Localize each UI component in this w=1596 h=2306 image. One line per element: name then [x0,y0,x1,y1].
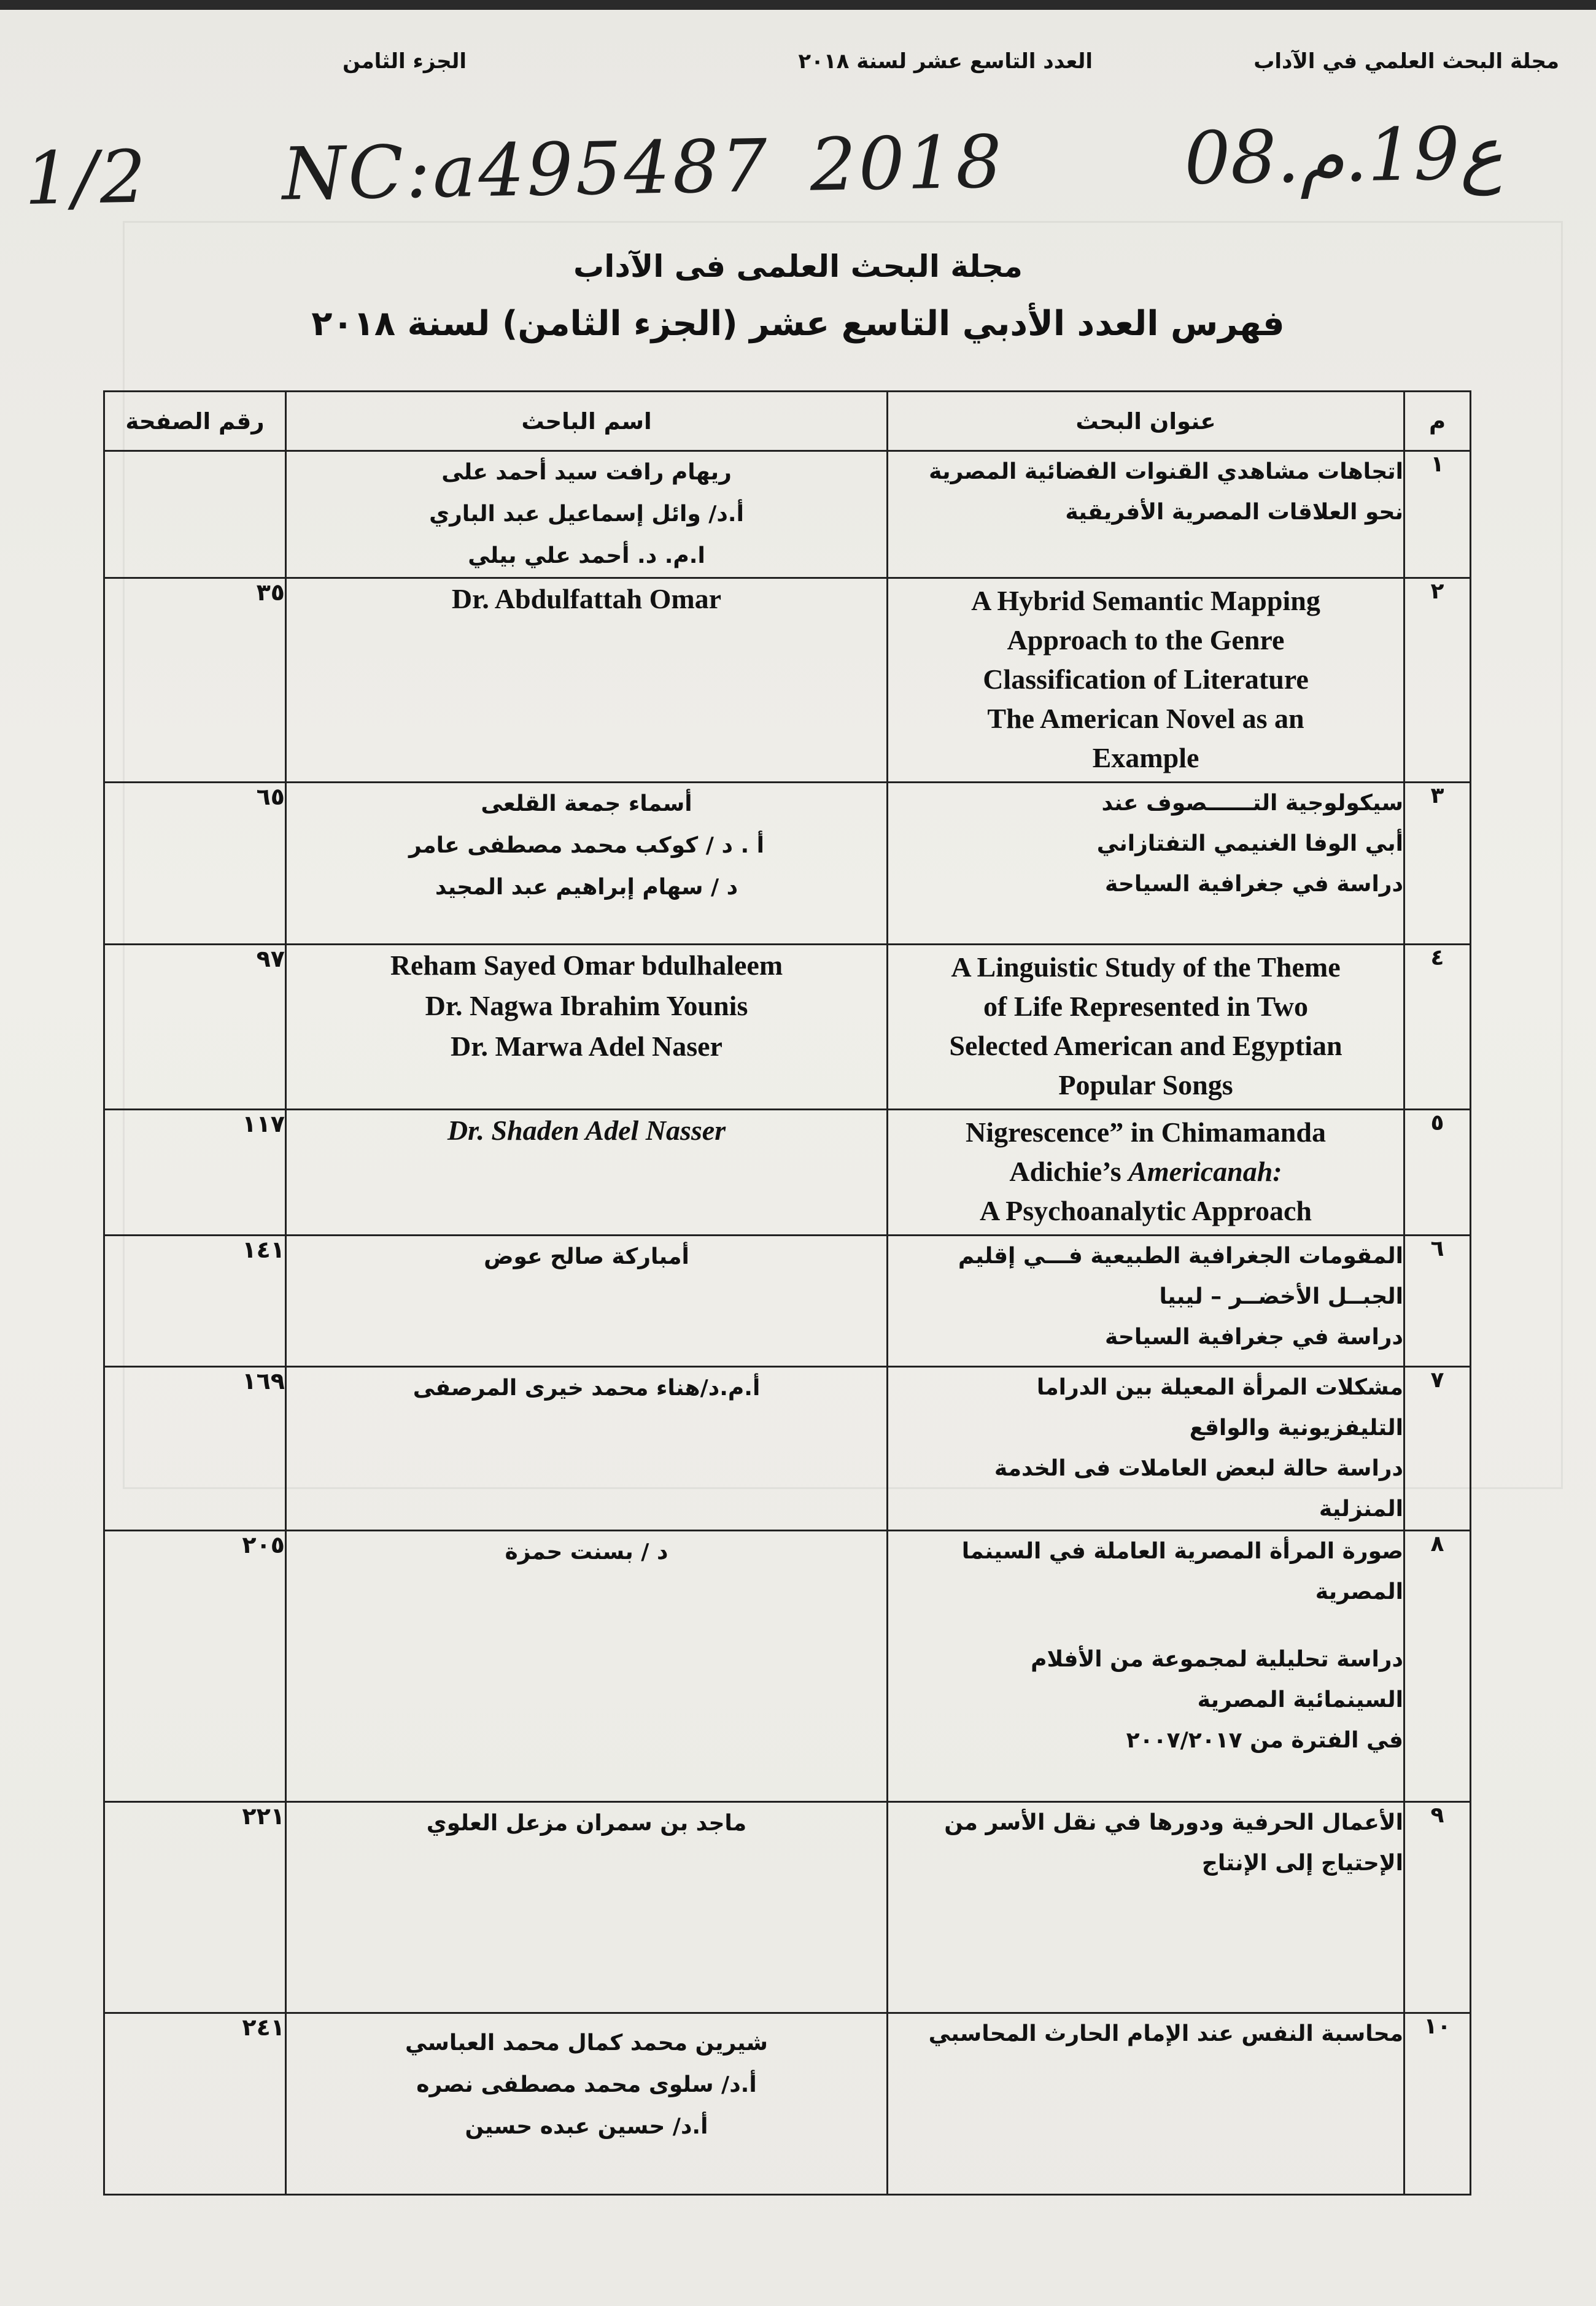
paper-authors [286,1531,888,1802]
paper-title [888,451,1404,578]
author-name: Dr. Abdulfattah Omar [451,583,722,614]
author-name: Reham Sayed Omar bdulhaleem [390,950,783,981]
author-name: أسماء جمعة القلعى [481,791,692,816]
title-line: Nigrescence” in Chimamanda [966,1116,1326,1148]
title-line: سيكولوجية التــــــصوف عند [1101,791,1403,816]
col-header-num: م [1404,392,1471,451]
paper-authors [286,945,888,1110]
title-line: المنزلية [1319,1496,1403,1522]
contents-table [103,390,1471,2196]
handwritten-fragment: 1/2 [23,134,149,221]
page-title: مجلة البحث العلمى فى الآداب [573,249,1023,284]
title-line: الإحتياج إلى الإنتاج [1201,1851,1403,1876]
author-name: أمباركة صالح عوض [484,1244,689,1269]
header-part: الجزء الثامن [342,49,467,74]
author-name: ا.م. د. أحمد علي بيلي [468,543,705,568]
row-number: ٧ [1404,1367,1471,1531]
paper-authors [286,1236,888,1367]
spacer [888,1612,1403,1639]
paper-title [888,578,1404,783]
author-name: أ.د/ حسين عبده حسين [465,2114,708,2139]
page-number: ١٦٩ [104,1367,286,1531]
author-name: د / بسنت حمزة [505,1539,668,1565]
page-number: ٣٥ [104,578,286,783]
table-row [104,578,1471,783]
author-name: أ.م.د/هناء محمد خيرى المرصفى [413,1375,761,1401]
title-line: المصرية [1315,1579,1403,1604]
title-line: The American Novel as an [987,703,1304,734]
row-number: ١٠ [1404,2013,1471,2195]
title-line: نحو العلاقات المصرية الأفريقية [1065,500,1403,525]
paper-title [888,1367,1404,1531]
scan-top-edge [0,0,1596,10]
col-header-page: رقم الصفحة [104,392,286,451]
row-number: ٢ [1404,578,1471,783]
author-name: شيرين محمد كمال محمد العباسي [405,2030,768,2056]
title-line: of Life Represented in Two [983,991,1308,1022]
title-line: السينمائية المصرية [1197,1687,1403,1712]
title-line: الأعمال الحرفية ودورها في نقل الأسر من [944,1810,1403,1835]
page-number: ٢٢١ [104,1802,286,2013]
paper-title [888,1110,1404,1236]
paper-authors [286,578,888,783]
page-number: ٢٠٥ [104,1531,286,1802]
paper-title [888,1531,1404,1802]
paper-authors [286,451,888,578]
title-line: التليفزيونية والواقع [1189,1415,1403,1441]
author-name: ريهام رافت سيد أحمد على [441,460,732,485]
page-number: ٦٥ [104,783,286,945]
author-name: Dr. Shaden Adel Nasser [447,1115,726,1146]
table-row [104,783,1471,945]
header-journal-name: مجلة البحث العلمي في الآداب [1253,49,1559,74]
table-row [104,451,1471,578]
author-name: د / سهام إبراهيم عبد المجيد [435,875,738,900]
table-row [104,1531,1471,1802]
title-line: اتجاهات مشاهدي القنوات الفضائية المصرية [929,459,1403,484]
paper-title [888,2013,1404,2195]
title-line: A Psychoanalytic Approach [980,1195,1312,1226]
author-name: أ.د/ وائل إسماعيل عبد الباري [429,501,744,527]
table-row [104,2013,1471,2195]
table-row [104,1802,1471,2013]
table-row [104,945,1471,1110]
title-line: محاسبة النفس عند الإمام الحارث المحاسبي [928,2021,1403,2046]
title-line: دراسة تحليلية لمجموعة من الأفلام [1031,1647,1403,1672]
author-name: Dr. Marwa Adel Naser [451,1031,722,1062]
header-issue: العدد التاسع عشر لسنة ٢٠١٨ [798,49,1093,74]
row-number: ٩ [1404,1802,1471,2013]
author-name: أ.د/ سلوى محمد مصطفى نصره [416,2072,757,2097]
paper-title [888,1236,1404,1367]
handwritten-fragment: 08.ع19.م [1183,110,1504,201]
page-number: ٩٧ [104,945,286,1110]
row-number: ٣ [1404,783,1471,945]
title-line: A Linguistic Study of the Theme [951,951,1341,983]
page-number: ١٤١ [104,1236,286,1367]
paper-title [888,783,1404,945]
title-line: مشكلات المرأة المعيلة بين الدراما [1036,1375,1403,1400]
title-line: Classification of Literature [983,664,1309,695]
table-row [104,1236,1471,1367]
title-line: دراسة في جغرافية السياحة [1105,1325,1403,1350]
page-number: ١١٧ [104,1110,286,1236]
title-line: صورة المرأة المصرية العاملة في السينما [961,1539,1403,1564]
title-line [897,1152,1395,1191]
running-header [74,49,1559,92]
row-number: ١ [1404,451,1471,578]
row-number: ٤ [1404,945,1471,1110]
row-number: ٥ [1404,1110,1471,1236]
col-header-authors: اسم الباحث [286,392,888,451]
author-name: Dr. Nagwa Ibrahim Younis [425,990,748,1021]
page-number: ٢٤١ [104,2013,286,2195]
title-line: المقومات الجغرافية الطبيعية فـــي إقليم [958,1244,1403,1269]
title-line: دراسة حالة لبعض العاملات فى الخدمة [994,1456,1403,1481]
title-italic-fragment: Americanah: [1128,1156,1282,1187]
page-subtitle: فهرس العدد الأدبي التاسع عشر (الجزء الثامن) لسنة ٢٠١٨ [311,304,1285,344]
table-row [104,1110,1471,1236]
paper-title [888,945,1404,1110]
table-row [104,1367,1471,1531]
row-number: ٨ [1404,1531,1471,1802]
title-line: دراسة في جغرافية السياحة [1105,872,1403,897]
paper-authors [286,1802,888,2013]
title-line: أبي الوفا الغنيمي التفتازاني [1096,831,1403,856]
title-fragment: Adichie’s [1009,1156,1129,1187]
handwritten-fragment: 2018 [809,119,1005,207]
col-header-title: عنوان البحث [888,392,1404,451]
title-line: A Hybrid Semantic Mapping [971,585,1320,616]
title-line: Selected American and Egyptian [949,1030,1342,1061]
paper-authors [286,2013,888,2195]
title-line: في الفترة من ٢٠٠٧/٢٠١٧ [1126,1728,1403,1753]
paper-authors [286,783,888,945]
title-line: Approach to the Genre [1007,624,1285,656]
paper-title [888,1802,1404,2013]
title-line: Popular Songs [1058,1069,1233,1101]
row-number: ٦ [1404,1236,1471,1367]
paper-authors [286,1367,888,1531]
page-number [104,451,286,578]
table-header-row [104,392,1471,451]
paper-authors [286,1110,888,1236]
title-line: الجبــل الأخضــر – ليبيا [1159,1284,1403,1309]
author-name: أ . د / كوكب محمد مصطفى عامر [408,833,765,858]
handwritten-fragment: NC:a495487 [281,123,770,217]
title-line: Example [1092,742,1199,773]
author-name: ماجد بن سمران مزعل العلوي [426,1811,747,1836]
